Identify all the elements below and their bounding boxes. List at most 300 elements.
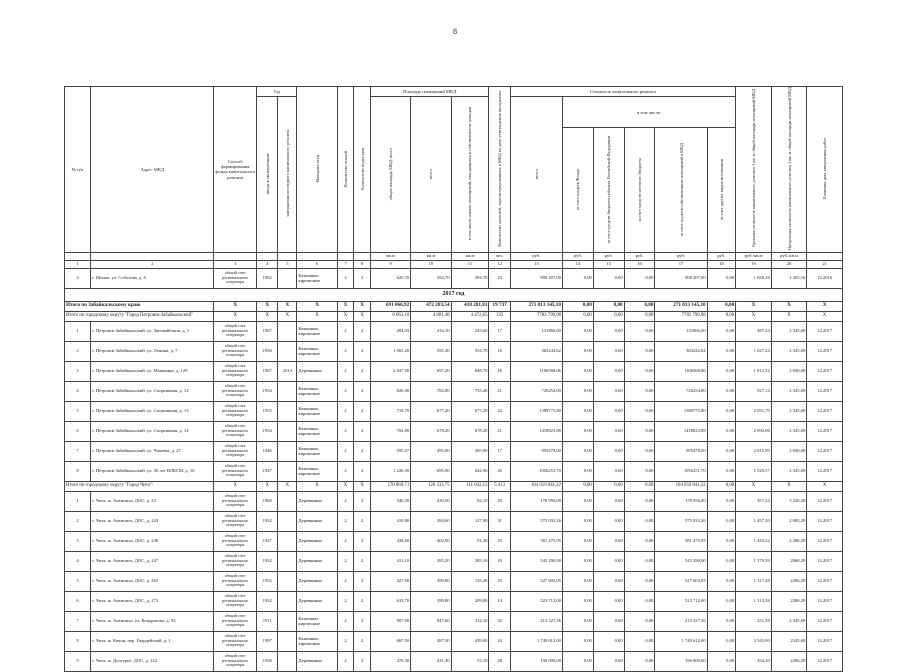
header-area-total: общая площадь МКД, всего — [370, 97, 410, 253]
column-number-cell: 3 — [214, 260, 257, 268]
total-co: 104 959 041,22 — [655, 481, 707, 491]
cell-c: 196 000,00 — [510, 651, 562, 671]
header-unit-cost: Удельная стоимость капитального ремонта 1 кв. м общей площади помещений МКД — [736, 87, 772, 253]
cell-cf: 0,00 — [562, 631, 593, 651]
cell-c: 1 749 612,00 — [510, 631, 562, 651]
cell-en: 2 — [354, 401, 371, 421]
cell-mc: 2060,29 — [771, 551, 807, 571]
cell-cr: 0,00 — [593, 421, 624, 441]
cell-cf: 0,00 — [562, 361, 593, 381]
cell-cr: 0,00 — [593, 631, 624, 651]
cell-cf: 0,00 — [562, 491, 593, 511]
cell-dt: 12.2017 — [807, 341, 843, 361]
cell-co: 178 956,00 — [655, 491, 707, 511]
cell-dt: 12.2017 — [807, 591, 843, 611]
total-c: 104 959 041,22 — [510, 481, 562, 491]
cell-mc: 2 345,69 — [771, 341, 807, 361]
cell-cr: 0,00 — [593, 441, 624, 461]
cell-dt: 12.2017 — [807, 651, 843, 671]
cell-mc: 2 345,69 — [771, 611, 807, 631]
total-c: 271 013 145,10 — [510, 301, 562, 311]
cell-cm: 0,00 — [624, 268, 655, 288]
cell-fl: 2 — [337, 531, 354, 551]
cell-cm: 0,00 — [624, 531, 655, 551]
cell-y1: 1997 — [257, 631, 278, 651]
cell-dt: 12.2017 — [807, 491, 843, 511]
cell-cm: 0,00 — [624, 341, 655, 361]
cell-cm: 0,00 — [624, 551, 655, 571]
cell-mat: Каменные, кирпичные — [297, 461, 337, 481]
cell-cf: 0,00 — [562, 268, 593, 288]
page-number: 8 — [453, 27, 457, 36]
cell-cr: 0,00 — [593, 551, 624, 571]
cell-cm: 0,00 — [624, 611, 655, 631]
column-number-cell: 20 — [771, 260, 807, 268]
cell-a3: 554,70 — [451, 341, 489, 361]
cell-y1: 1932 — [257, 511, 278, 531]
cell-a2: 678,20 — [411, 421, 451, 441]
cell-mc: 2 345,69 — [771, 401, 807, 421]
cell-mat: Деревянные — [297, 511, 337, 531]
table-row — [65, 491, 843, 511]
unit-cell: руб. — [624, 252, 655, 260]
cell-addr: г. Чита, ж. Антипиха, ДОС, д. 246 — [91, 531, 214, 551]
cell-cx: 0,00 — [707, 268, 736, 288]
header-year-build: ввода в эксплуатацию — [257, 97, 278, 253]
unit-cell — [278, 252, 297, 260]
column-numbers-row — [65, 260, 843, 268]
cell-a3: 648,70 — [451, 361, 489, 381]
cell-cr: 0,00 — [593, 361, 624, 381]
cell-a3: 314,10 — [451, 611, 489, 631]
column-number-cell: 9 — [370, 260, 410, 268]
cell-co: 1389775,80 — [655, 401, 707, 421]
total-cf: 0,00 — [562, 311, 593, 321]
cell-a3: 584,70 — [451, 268, 489, 288]
total-x-mark: X — [771, 481, 807, 491]
cell-c: 908 207,00 — [510, 268, 562, 288]
column-number-cell: 1 — [65, 260, 91, 268]
header-address: Адрес МКД — [91, 87, 214, 253]
cell-n: 8 — [65, 631, 91, 651]
cell-c: 575 033,26 — [510, 511, 562, 531]
cell-co: 1106568,06 — [655, 361, 707, 381]
cell-a1: 412,10 — [370, 551, 410, 571]
header-cost-all: всего — [510, 97, 562, 253]
cell-addr: г. Петровск-Забайкальский, ул. Спортивная, д. 13 — [91, 401, 214, 421]
cell-mc: 2345,69 — [771, 631, 807, 651]
cell-c: 995478,00 — [510, 441, 562, 461]
total-x-mark: X — [771, 301, 807, 311]
cell-fl: 2 — [337, 551, 354, 571]
cell-a3: 243,60 — [451, 321, 489, 341]
cell-co: 131866,00 — [655, 321, 707, 341]
header-residents: Количество жителей, зарегистрированных в МКД на дату утверждения программы — [489, 87, 510, 253]
cell-res: 21 — [489, 381, 510, 401]
total-res: 5 413 — [489, 481, 510, 491]
cell-fl: 2 — [337, 631, 354, 651]
cell-mat: Каменные, кирпичные — [297, 321, 337, 341]
cell-addr: г. Чита, ж. Кенон, пер. Гвардейский, д. 1 — [91, 631, 214, 651]
cell-en: 2 — [354, 461, 371, 481]
total-cx: 0,00 — [707, 301, 736, 311]
cell-en: 2 — [354, 421, 371, 441]
cell-co: 363242,62 — [655, 341, 707, 361]
cell-res: 14 — [489, 591, 510, 611]
cell-a3: 642,96 — [451, 461, 489, 481]
cell-addr: г. Чита, ж. Антипиха, ДОС, д. 23 — [91, 491, 214, 511]
cell-uc: 1 457,20 — [736, 511, 772, 531]
cell-n: 1 — [65, 491, 91, 511]
cell-cr: 0,00 — [593, 461, 624, 481]
total-x-mark: X — [297, 481, 337, 491]
cell-mc: 2286,29 — [771, 571, 807, 591]
cell-cf: 0,00 — [562, 531, 593, 551]
cell-co: 995478,00 — [655, 441, 707, 461]
cell-en: 2 — [354, 491, 371, 511]
cell-fl: 2 — [337, 611, 354, 631]
header-cost-fed: за счет средств бюджета субъекта Российской Федерации — [593, 128, 624, 252]
total-x-mark: X — [214, 301, 257, 311]
column-number-cell: 14 — [562, 260, 593, 268]
cell-a2: 595,30 — [411, 341, 451, 361]
cell-cf: 0,00 — [562, 321, 593, 341]
cell-a2: 234,10 — [411, 321, 451, 341]
total-label: Итого по городскому округу "Город Чита": — [65, 481, 214, 491]
cell-y2 — [278, 381, 297, 401]
cell-y1: 1947 — [257, 461, 278, 481]
cell-cr: 0,00 — [593, 401, 624, 421]
cell-res: 17 — [489, 321, 510, 341]
header-row-1 — [65, 87, 843, 97]
cell-mat: Деревянные — [297, 651, 337, 671]
cell-addr: г. Чита, ж. Антипиха, ДОС, д. 247 — [91, 551, 214, 571]
cell-en: 2 — [354, 531, 371, 551]
unit-cell — [91, 252, 214, 260]
cell-way: общий счет регионального оператора — [214, 341, 257, 361]
cell-y2 — [278, 321, 297, 341]
cell-mc: 2 286,29 — [771, 531, 807, 551]
cell-mc: 2 690,00 — [771, 361, 807, 381]
cell-fl: 2 — [337, 591, 354, 611]
cell-a2: 847,60 — [411, 611, 451, 631]
cell-a1: 704,80 — [370, 421, 410, 441]
cell-mat: Деревянные — [297, 491, 337, 511]
cell-a3: 91,30 — [451, 531, 489, 551]
total-x-mark: X — [214, 311, 257, 321]
unit-cell: руб. — [593, 252, 624, 260]
cell-addr: г. Петровск-Забайкальский, ул. 30 лет ВЛКСМ, д. 16 — [91, 461, 214, 481]
header-year-group: Год — [257, 87, 297, 97]
cell-way: общий счет регионального оператора — [214, 268, 257, 288]
cell-dt: 12.2017 — [807, 511, 843, 531]
cell-a1: 1 226,50 — [370, 461, 410, 481]
cell-a1: 826,90 — [370, 381, 410, 401]
cell-cm: 0,00 — [624, 591, 655, 611]
cell-addr: г. Петровск-Забайкальский, ул. Чапаева, д. 27 — [91, 441, 214, 461]
column-number-cell: 10 — [411, 260, 451, 268]
cell-y1: 1932 — [257, 551, 278, 571]
cell-cm: 0,00 — [624, 651, 655, 671]
cell-a3: 678,20 — [451, 421, 489, 441]
cell-cf: 0,00 — [562, 441, 593, 461]
cell-addr: г. Чита, ж. Антипиха, ДОС, д. 273 — [91, 591, 214, 611]
unit-cell: руб. — [707, 252, 736, 260]
table-body — [65, 268, 843, 671]
cell-co: 1056251,70 — [655, 461, 707, 481]
cell-cf: 0,00 — [562, 591, 593, 611]
header-cost-owners: за счет средств собственников помещений в МКД — [655, 128, 707, 252]
header-floors: Количество этажей — [337, 87, 354, 253]
unit-cell: руб. — [510, 252, 562, 260]
header-cost-fund: за счет средств Фонда — [562, 128, 593, 252]
unit-cell — [214, 252, 257, 260]
cell-cx: 0,00 — [707, 551, 736, 571]
total-a3: 4 472,65 — [451, 311, 489, 321]
cell-res: 18 — [489, 551, 510, 571]
cell-c: 178 956,00 — [510, 491, 562, 511]
cell-c: 1389775,80 — [510, 401, 562, 421]
total-x-mark: X — [807, 481, 843, 491]
total-x-mark: X — [771, 311, 807, 321]
cell-dt: 12.2017 — [807, 531, 843, 551]
cell-cr: 0,00 — [593, 651, 624, 671]
cell-way: общий счет регионального оператора — [214, 461, 257, 481]
cell-mat: Каменные, кирпичные — [297, 341, 337, 361]
column-number-cell: 13 — [510, 260, 562, 268]
cell-en: 2 — [354, 511, 371, 531]
cell-way: общий счет регионального оператора — [214, 551, 257, 571]
cell-y2 — [278, 551, 297, 571]
cell-a3: 677,29 — [451, 401, 489, 421]
cell-co: 213 327,56 — [655, 611, 707, 631]
cell-res: 25 — [489, 531, 510, 551]
cell-cf: 0,00 — [562, 571, 593, 591]
cell-a2: 695,90 — [411, 461, 451, 481]
cell-cr: 0,00 — [593, 611, 624, 631]
cell-c: 581 475,95 — [510, 531, 562, 551]
total-a2: 472 283,54 — [411, 301, 451, 311]
total-a1: 691 066,92 — [370, 301, 410, 311]
cell-cx: 0,00 — [707, 461, 736, 481]
total-x-mark: X — [278, 311, 297, 321]
cell-co: 545 290,00 — [655, 551, 707, 571]
cell-uc: 1 627,24 — [736, 341, 772, 361]
cell-n: 4 — [65, 551, 91, 571]
cell-way: общий счет регионального оператора — [214, 441, 257, 461]
cell-a2: 584,70 — [411, 268, 451, 288]
total-cm: 0,00 — [624, 301, 655, 311]
total-cx: 0,00 — [707, 311, 736, 321]
cell-dt: 12.2017 — [807, 441, 843, 461]
cell-res: 26 — [489, 461, 510, 481]
cell-addr: г. Петровск-Забайкальский, ул. Спортивная, д. 14 — [91, 421, 214, 441]
cell-a3: 733,40 — [451, 381, 489, 401]
cell-c: 1056251,70 — [510, 461, 562, 481]
cell-res: 31 — [489, 511, 510, 531]
cell-y2 — [278, 651, 297, 671]
table-row — [65, 341, 843, 361]
cell-n: 3 — [65, 361, 91, 381]
cell-mc: 2 345,69 — [771, 461, 807, 481]
cell-fl: 2 — [337, 321, 354, 341]
cell-a1: 427,90 — [370, 571, 410, 591]
cell-cf: 0,00 — [562, 421, 593, 441]
cell-dt: 12.2017 — [807, 611, 843, 631]
total-x-mark: X — [736, 311, 772, 321]
cell-n: 9 — [65, 651, 91, 671]
cell-cm: 0,00 — [624, 461, 655, 481]
total-x-mark: X — [337, 301, 354, 311]
cell-a3: 127,90 — [451, 511, 489, 531]
year-section-row — [65, 288, 843, 301]
total-x-mark: X — [807, 311, 843, 321]
cell-y1: 1927 — [257, 531, 278, 551]
total-x-mark: X — [297, 311, 337, 321]
cell-mc: 2286,29 — [771, 651, 807, 671]
cell-mat: Каменные, кирпичные — [297, 631, 337, 651]
cell-cm: 0,00 — [624, 401, 655, 421]
cell-res: 22 — [489, 401, 510, 421]
total-x-mark: X — [257, 481, 278, 491]
cell-y1: 1932 — [257, 591, 278, 611]
cell-co: 1 749 612,00 — [655, 631, 707, 651]
cell-cr: 0,00 — [593, 381, 624, 401]
cell-cx: 0,00 — [707, 441, 736, 461]
cell-uc: 1 812,52 — [736, 361, 772, 381]
cell-addr: г. Чита, ж. Антипиха, ул. Кондратова, д. 33 — [91, 611, 214, 631]
cell-res: 17 — [489, 441, 510, 461]
header-area-all: всего — [411, 97, 451, 253]
cell-y2 — [278, 441, 297, 461]
cell-y2 — [278, 421, 297, 441]
cell-cx: 0,00 — [707, 611, 736, 631]
cell-a1: 1 065,20 — [370, 341, 410, 361]
cell-y1: 1955 — [257, 401, 278, 421]
cell-cm: 0,00 — [624, 421, 655, 441]
cell-cx: 0,00 — [707, 361, 736, 381]
table-row — [65, 591, 843, 611]
cell-en: 2 — [354, 321, 371, 341]
cell-uc: 1 317,48 — [736, 571, 772, 591]
cell-a3: 439,00 — [451, 631, 489, 651]
cell-way: общий счет регионального оператора — [214, 321, 257, 341]
cell-res: 29 — [489, 491, 510, 511]
cell-y2 — [278, 341, 297, 361]
total-x-mark: X — [337, 311, 354, 321]
cell-mat: Каменные, кирпичные — [297, 611, 337, 631]
cell-mc: 2 345,69 — [771, 421, 807, 441]
cell-a2: 384,60 — [411, 511, 451, 531]
cell-dt: 12.2017 — [807, 551, 843, 571]
cell-n: 8 — [65, 461, 91, 481]
cell-cr: 0,00 — [593, 491, 624, 511]
unit-cell: чел. — [489, 252, 510, 260]
cell-cf: 0,00 — [562, 401, 593, 421]
cell-cx: 0,00 — [707, 531, 736, 551]
cell-en: 2 — [354, 441, 371, 461]
cell-mc: 2 082,29 — [771, 511, 807, 531]
cell-a2: 495,90 — [411, 441, 451, 461]
header-cost-group: Стоимость капитального ремонта — [510, 87, 735, 97]
table-row — [65, 268, 843, 288]
total-a2: 4 801,40 — [411, 311, 451, 321]
cell-y1: 1952 — [257, 571, 278, 591]
cell-a2: 782,80 — [411, 381, 451, 401]
unit-cell: руб. — [655, 252, 707, 260]
header-material: Материал стен — [297, 87, 337, 253]
total-label: Итого по Забайкальскому краю — [65, 301, 214, 311]
cell-uc: 927,14 — [736, 381, 772, 401]
sub2-row — [65, 481, 843, 491]
cell-y1: 1946 — [257, 441, 278, 461]
cell-fl: 2 — [337, 491, 354, 511]
cell-n: 4 — [65, 268, 91, 288]
cell-n: 4 — [65, 381, 91, 401]
cell-mc: 1 465,16 — [771, 268, 807, 288]
cell-c: 523 712,00 — [510, 591, 562, 611]
cell-cx: 0,00 — [707, 381, 736, 401]
cell-dt: 12.2017 — [807, 321, 843, 341]
table-row — [65, 421, 843, 441]
cell-cm: 0,00 — [624, 491, 655, 511]
cell-n: 2 — [65, 511, 91, 531]
cell-fl: 2 — [337, 571, 354, 591]
cell-mat: Каменные, кирпичные — [297, 381, 337, 401]
cell-cr: 0,00 — [593, 268, 624, 288]
cell-a1: 438,60 — [370, 531, 410, 551]
cell-uc: 2 051,79 — [736, 401, 772, 421]
cell-dt: 12.2017 — [807, 381, 843, 401]
cell-mat: Деревянные — [297, 531, 337, 551]
cell-cm: 0,00 — [624, 361, 655, 381]
cell-mc: 3 226,20 — [771, 491, 807, 511]
cell-en: 2 — [354, 591, 371, 611]
total-x-mark: X — [736, 481, 772, 491]
cell-y2: 2014 — [278, 361, 297, 381]
cell-a3: 62,19 — [451, 491, 489, 511]
cell-fl: 2 — [337, 511, 354, 531]
total-res: 19 737 — [489, 301, 510, 311]
cell-fl: 2 — [337, 401, 354, 421]
cell-a1: 907,90 — [370, 611, 410, 631]
header-cost-mun: за счет средств местного бюджета — [624, 128, 655, 252]
cell-mat: Каменные, кирпичные — [297, 401, 337, 421]
cell-a1: 476,30 — [370, 651, 410, 671]
cell-dt: 12.2017 — [807, 361, 843, 381]
total-x-mark: X — [257, 301, 278, 311]
cell-cr: 0,00 — [593, 531, 624, 551]
cell-uc: 1 529,57 — [736, 461, 772, 481]
cell-dt: 12.2017 — [807, 631, 843, 651]
cell-res: 23 — [489, 268, 510, 288]
cell-y2 — [278, 268, 297, 288]
cell-c: 131866,00 — [510, 321, 562, 341]
cell-mc: 2286,29 — [771, 591, 807, 611]
cell-c: 726254,00 — [510, 381, 562, 401]
cell-co: 196 000,00 — [655, 651, 707, 671]
cell-cf: 0,00 — [562, 651, 593, 671]
table-row — [65, 401, 843, 421]
cell-way: общий счет регионального оператора — [214, 631, 257, 651]
header-num: № п/п — [65, 87, 91, 253]
column-number-cell: 8 — [354, 260, 371, 268]
cell-cr: 0,00 — [593, 591, 624, 611]
cell-way: общий счет регионального оператора — [214, 571, 257, 591]
total-x-mark: X — [278, 481, 297, 491]
cell-addr: г. Петровск-Забайкальский, ул. Спортивная, д. 12 — [91, 381, 214, 401]
cell-fl: 2 — [337, 651, 354, 671]
